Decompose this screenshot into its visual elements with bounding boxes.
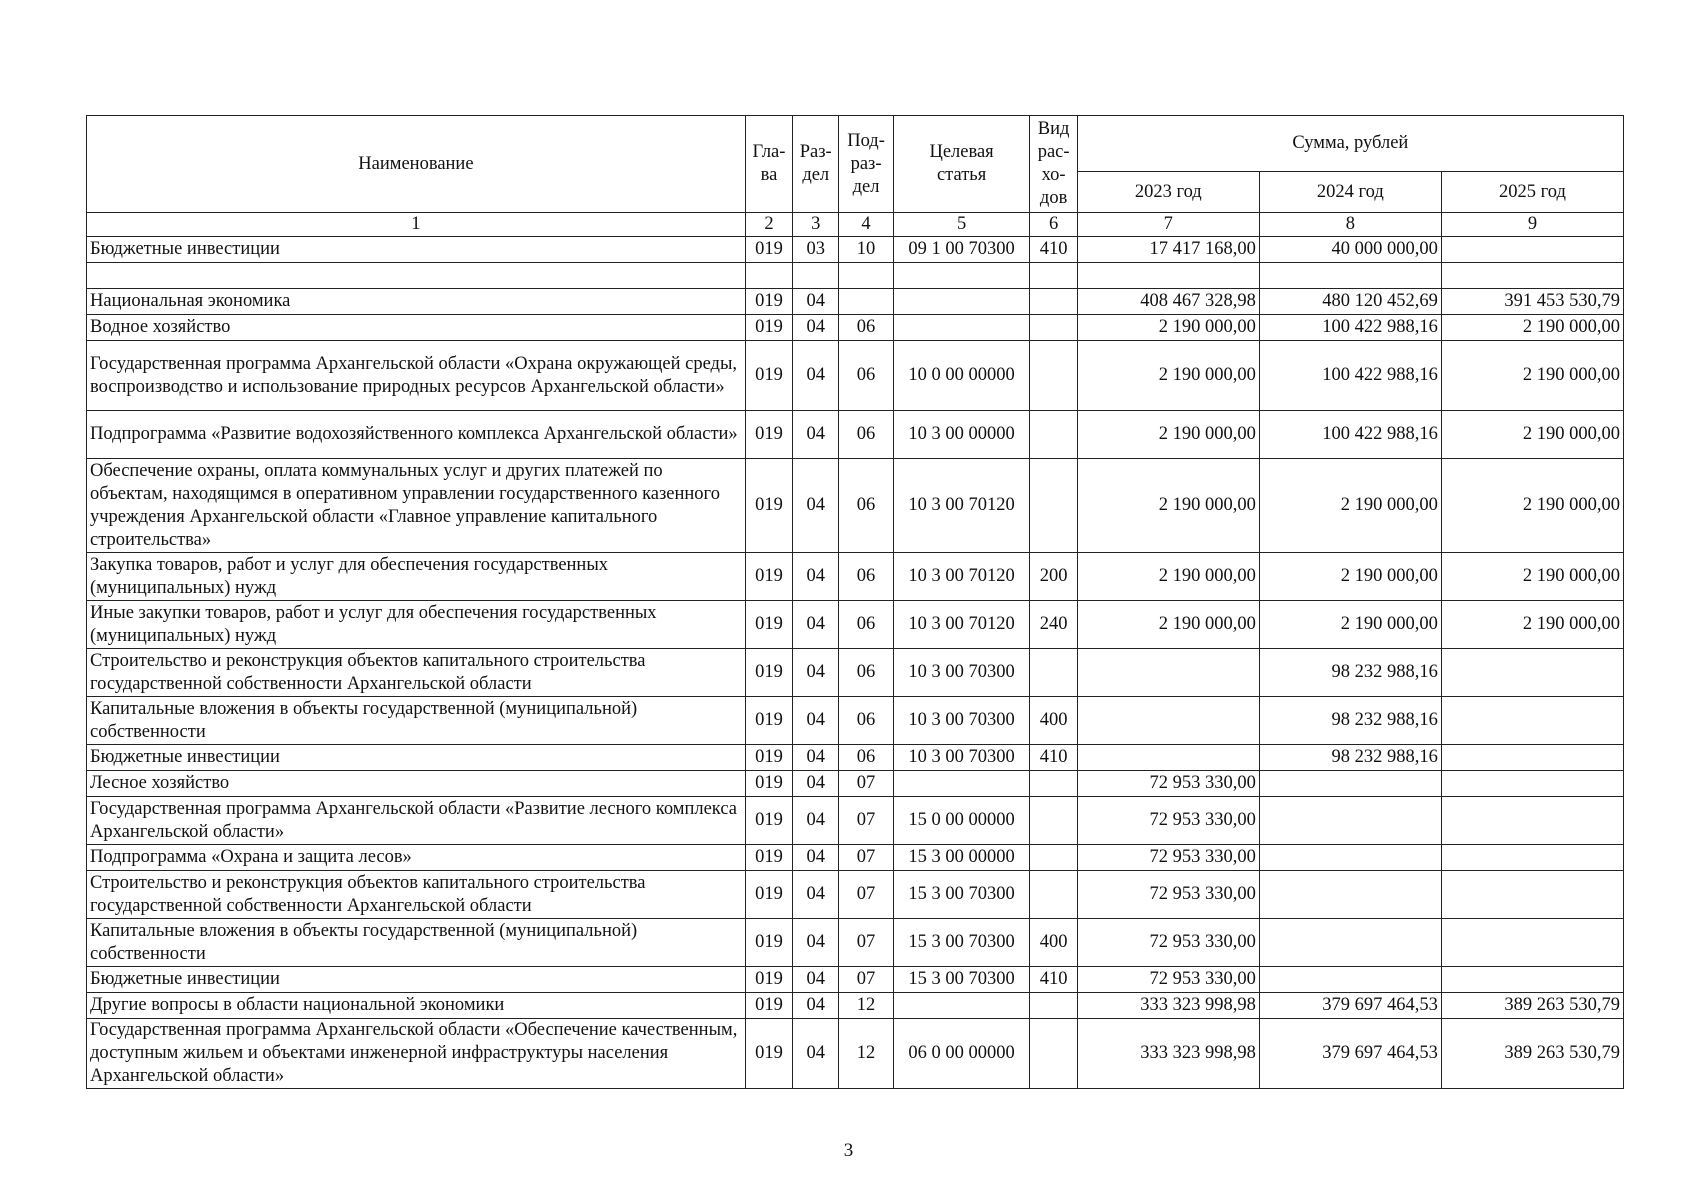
row-sum-2024: 379 697 464,53 xyxy=(1259,993,1441,1019)
row-section: 04 xyxy=(793,601,839,649)
row-subsection: 07 xyxy=(839,771,893,797)
row-sum-2025 xyxy=(1441,697,1623,745)
row-name: Государственная программа Архангельской области «Охрана окружающей среды, воспроизводство и использование природных ресурсов Архангельской области» xyxy=(87,341,746,411)
row-chapter: 019 xyxy=(745,745,792,771)
row-section: 04 xyxy=(793,1019,839,1089)
column-number: 7 xyxy=(1077,213,1259,237)
row-target-article: 15 3 00 00000 xyxy=(893,845,1030,871)
header-year-2023: 2023 год xyxy=(1077,172,1259,213)
row-target-article: 09 1 00 70300 xyxy=(893,237,1030,263)
row-chapter: 019 xyxy=(745,601,792,649)
row-section: 04 xyxy=(793,919,839,967)
table-row xyxy=(87,289,1624,315)
table-row xyxy=(87,553,1624,601)
row-name: Капитальные вложения в объекты государственной (муниципальной) собственности xyxy=(87,919,746,967)
row-section: 04 xyxy=(793,993,839,1019)
row-section: 04 xyxy=(793,797,839,845)
row-target-article: 15 3 00 70300 xyxy=(893,871,1030,919)
row-target-article: 10 3 00 70120 xyxy=(893,459,1030,553)
row-subsection: 07 xyxy=(839,845,893,871)
row-sum-2024 xyxy=(1259,871,1441,919)
row-name: Подпрограмма «Охрана и защита лесов» xyxy=(87,845,746,871)
row-chapter: 019 xyxy=(745,1019,792,1089)
row-subsection: 12 xyxy=(839,993,893,1019)
row-section: 04 xyxy=(793,411,839,459)
row-sum-2025 xyxy=(1441,845,1623,871)
row-sum-2024: 100 422 988,16 xyxy=(1259,341,1441,411)
row-subsection: 06 xyxy=(839,553,893,601)
row-expense-type xyxy=(1030,993,1077,1019)
table-row xyxy=(87,871,1624,919)
row-subsection xyxy=(839,263,893,289)
row-sum-2025: 2 190 000,00 xyxy=(1441,601,1623,649)
row-section: 04 xyxy=(793,289,839,315)
row-sum-2024: 100 422 988,16 xyxy=(1259,411,1441,459)
header-year-2025: 2025 год xyxy=(1441,172,1623,213)
table-row xyxy=(87,771,1624,797)
row-name: Другие вопросы в области национальной экономики xyxy=(87,993,746,1019)
row-sum-2023: 408 467 328,98 xyxy=(1077,289,1259,315)
row-subsection: 06 xyxy=(839,745,893,771)
table-row xyxy=(87,845,1624,871)
row-chapter: 019 xyxy=(745,289,792,315)
row-section: 04 xyxy=(793,871,839,919)
row-sum-2024: 98 232 988,16 xyxy=(1259,649,1441,697)
row-sum-2024 xyxy=(1259,845,1441,871)
row-chapter: 019 xyxy=(745,771,792,797)
row-chapter: 019 xyxy=(745,967,792,993)
row-subsection: 06 xyxy=(839,649,893,697)
header-row-1 xyxy=(87,116,1624,172)
row-sum-2025: 2 190 000,00 xyxy=(1441,411,1623,459)
row-name: Бюджетные инвестиции xyxy=(87,967,746,993)
row-expense-type: 400 xyxy=(1030,697,1077,745)
column-number: 3 xyxy=(793,213,839,237)
column-number: 6 xyxy=(1030,213,1077,237)
table-row xyxy=(87,967,1624,993)
row-subsection: 07 xyxy=(839,871,893,919)
table-row xyxy=(87,797,1624,845)
row-sum-2023: 2 190 000,00 xyxy=(1077,315,1259,341)
row-expense-type: 240 xyxy=(1030,601,1077,649)
header-section: Раз- дел xyxy=(793,116,839,213)
row-name: Национальная экономика xyxy=(87,289,746,315)
row-sum-2025 xyxy=(1441,967,1623,993)
column-number-row xyxy=(87,213,1624,237)
table-row xyxy=(87,315,1624,341)
row-expense-type xyxy=(1030,289,1077,315)
row-section: 04 xyxy=(793,697,839,745)
row-name: Подпрограмма «Развитие водохозяйственного комплекса Архангельской области» xyxy=(87,411,746,459)
row-chapter: 019 xyxy=(745,919,792,967)
row-subsection xyxy=(839,289,893,315)
row-sum-2023 xyxy=(1077,745,1259,771)
row-target-article: 10 3 00 70300 xyxy=(893,649,1030,697)
row-target-article: 10 3 00 70300 xyxy=(893,697,1030,745)
row-chapter: 019 xyxy=(745,697,792,745)
row-chapter: 019 xyxy=(745,845,792,871)
row-sum-2025: 389 263 530,79 xyxy=(1441,993,1623,1019)
column-number: 1 xyxy=(87,213,746,237)
row-sum-2025: 2 190 000,00 xyxy=(1441,315,1623,341)
row-name: Обеспечение охраны, оплата коммунальных услуг и других платежей по объектам, находящимся в оперативном управлении государственного казенного учреждения Архангельской области «Главное управление капитального строительства» xyxy=(87,459,746,553)
table-row xyxy=(87,697,1624,745)
row-expense-type xyxy=(1030,341,1077,411)
row-name: Строительство и реконструкция объектов капитального строительства государственной собственности Архангельской области xyxy=(87,871,746,919)
row-expense-type: 200 xyxy=(1030,553,1077,601)
page-number: 3 xyxy=(843,1140,854,1161)
table-row xyxy=(87,993,1624,1019)
table-row xyxy=(87,237,1624,263)
column-number: 9 xyxy=(1441,213,1623,237)
row-sum-2024: 2 190 000,00 xyxy=(1259,553,1441,601)
row-target-article: 15 3 00 70300 xyxy=(893,919,1030,967)
row-sum-2024: 2 190 000,00 xyxy=(1259,459,1441,553)
row-chapter: 019 xyxy=(745,315,792,341)
row-expense-type xyxy=(1030,459,1077,553)
row-subsection: 07 xyxy=(839,967,893,993)
row-subsection: 12 xyxy=(839,1019,893,1089)
row-expense-type xyxy=(1030,771,1077,797)
row-sum-2025: 2 190 000,00 xyxy=(1441,459,1623,553)
row-subsection: 06 xyxy=(839,315,893,341)
header-year-2024: 2024 год xyxy=(1259,172,1441,213)
row-sum-2024: 379 697 464,53 xyxy=(1259,1019,1441,1089)
table-row xyxy=(87,263,1624,289)
row-name: Капитальные вложения в объекты государственной (муниципальной) собственности xyxy=(87,697,746,745)
header-expense-type: Вид рас- хо- дов xyxy=(1030,116,1077,213)
row-sum-2025: 2 190 000,00 xyxy=(1441,553,1623,601)
row-sum-2023: 2 190 000,00 xyxy=(1077,459,1259,553)
row-expense-type: 410 xyxy=(1030,745,1077,771)
row-subsection: 06 xyxy=(839,697,893,745)
row-section: 03 xyxy=(793,237,839,263)
row-expense-type xyxy=(1030,845,1077,871)
row-subsection: 07 xyxy=(839,797,893,845)
row-sum-2023 xyxy=(1077,263,1259,289)
row-sum-2023: 2 190 000,00 xyxy=(1077,411,1259,459)
row-subsection: 10 xyxy=(839,237,893,263)
row-section: 04 xyxy=(793,553,839,601)
row-expense-type: 400 xyxy=(1030,919,1077,967)
row-sum-2025: 389 263 530,79 xyxy=(1441,1019,1623,1089)
row-sum-2024: 98 232 988,16 xyxy=(1259,745,1441,771)
row-expense-type xyxy=(1030,871,1077,919)
row-sum-2025: 391 453 530,79 xyxy=(1441,289,1623,315)
row-target-article: 10 3 00 00000 xyxy=(893,411,1030,459)
row-expense-type xyxy=(1030,797,1077,845)
row-sum-2025 xyxy=(1441,871,1623,919)
row-sum-2025: 2 190 000,00 xyxy=(1441,341,1623,411)
row-name: Лесное хозяйство xyxy=(87,771,746,797)
row-sum-2023: 333 323 998,98 xyxy=(1077,993,1259,1019)
row-section: 04 xyxy=(793,845,839,871)
row-sum-2023: 72 953 330,00 xyxy=(1077,967,1259,993)
row-sum-2025 xyxy=(1441,771,1623,797)
header-chapter: Гла- ва xyxy=(745,116,792,213)
row-sum-2024: 40 000 000,00 xyxy=(1259,237,1441,263)
row-section: 04 xyxy=(793,771,839,797)
row-sum-2025 xyxy=(1441,649,1623,697)
row-section: 04 xyxy=(793,459,839,553)
row-subsection: 06 xyxy=(839,411,893,459)
row-section: 04 xyxy=(793,649,839,697)
row-sum-2024 xyxy=(1259,797,1441,845)
table-row xyxy=(87,601,1624,649)
row-expense-type xyxy=(1030,1019,1077,1089)
budget-table xyxy=(86,115,1624,1089)
row-expense-type xyxy=(1030,649,1077,697)
row-section: 04 xyxy=(793,967,839,993)
header-name: Наименование xyxy=(87,116,746,213)
row-sum-2024: 2 190 000,00 xyxy=(1259,601,1441,649)
row-sum-2024 xyxy=(1259,967,1441,993)
table-row xyxy=(87,745,1624,771)
row-target-article xyxy=(893,771,1030,797)
table-row xyxy=(87,1019,1624,1089)
row-name: Водное хозяйство xyxy=(87,315,746,341)
row-target-article: 15 0 00 00000 xyxy=(893,797,1030,845)
row-chapter: 019 xyxy=(745,797,792,845)
row-chapter: 019 xyxy=(745,553,792,601)
row-sum-2023: 72 953 330,00 xyxy=(1077,771,1259,797)
row-expense-type: 410 xyxy=(1030,237,1077,263)
row-target-article: 06 0 00 00000 xyxy=(893,1019,1030,1089)
row-chapter: 019 xyxy=(745,237,792,263)
row-name: Государственная программа Архангельской области «Развитие лесного комплекса Архангельской области» xyxy=(87,797,746,845)
row-name: Закупка товаров, работ и услуг для обеспечения государственных (муниципальных) нужд xyxy=(87,553,746,601)
table-row xyxy=(87,459,1624,553)
row-expense-type xyxy=(1030,411,1077,459)
column-number: 4 xyxy=(839,213,893,237)
row-expense-type xyxy=(1030,263,1077,289)
row-chapter xyxy=(745,263,792,289)
row-sum-2024 xyxy=(1259,263,1441,289)
table-row xyxy=(87,411,1624,459)
header-subsection: Под- раз- дел xyxy=(839,116,893,213)
row-subsection: 06 xyxy=(839,341,893,411)
row-sum-2024: 98 232 988,16 xyxy=(1259,697,1441,745)
row-target-article xyxy=(893,993,1030,1019)
row-sum-2023: 17 417 168,00 xyxy=(1077,237,1259,263)
row-sum-2025 xyxy=(1441,745,1623,771)
row-chapter: 019 xyxy=(745,341,792,411)
row-sum-2023 xyxy=(1077,649,1259,697)
row-sum-2023: 333 323 998,98 xyxy=(1077,1019,1259,1089)
row-name xyxy=(87,263,746,289)
row-sum-2025 xyxy=(1441,919,1623,967)
row-target-article: 10 3 00 70300 xyxy=(893,745,1030,771)
row-sum-2025 xyxy=(1441,237,1623,263)
row-sum-2024 xyxy=(1259,919,1441,967)
row-name: Строительство и реконструкция объектов капитального строительства государственной собственности Архангельской области xyxy=(87,649,746,697)
row-sum-2025 xyxy=(1441,263,1623,289)
row-sum-2023: 72 953 330,00 xyxy=(1077,919,1259,967)
table-row xyxy=(87,341,1624,411)
table-header xyxy=(87,116,1624,237)
row-expense-type xyxy=(1030,315,1077,341)
row-sum-2023: 2 190 000,00 xyxy=(1077,341,1259,411)
row-section xyxy=(793,263,839,289)
row-chapter: 019 xyxy=(745,459,792,553)
header-target-article: Целевая статья xyxy=(893,116,1030,213)
row-sum-2024 xyxy=(1259,771,1441,797)
row-chapter: 019 xyxy=(745,993,792,1019)
row-expense-type: 410 xyxy=(1030,967,1077,993)
row-name: Бюджетные инвестиции xyxy=(87,745,746,771)
row-target-article: 15 3 00 70300 xyxy=(893,967,1030,993)
row-chapter: 019 xyxy=(745,411,792,459)
row-section: 04 xyxy=(793,341,839,411)
row-sum-2023: 72 953 330,00 xyxy=(1077,871,1259,919)
row-sum-2023: 2 190 000,00 xyxy=(1077,553,1259,601)
row-subsection: 07 xyxy=(839,919,893,967)
column-number: 5 xyxy=(893,213,1030,237)
row-sum-2023 xyxy=(1077,697,1259,745)
row-target-article xyxy=(893,263,1030,289)
table-body xyxy=(87,237,1624,1089)
header-sum: Сумма, рублей xyxy=(1077,116,1623,172)
row-chapter: 019 xyxy=(745,871,792,919)
row-sum-2024: 480 120 452,69 xyxy=(1259,289,1441,315)
row-name: Государственная программа Архангельской области «Обеспечение качественным, доступным жильем и объектами инженерной инфраструктуры населения Архангельской области» xyxy=(87,1019,746,1089)
row-section: 04 xyxy=(793,315,839,341)
row-sum-2023: 2 190 000,00 xyxy=(1077,601,1259,649)
row-sum-2023: 72 953 330,00 xyxy=(1077,797,1259,845)
row-sum-2024: 100 422 988,16 xyxy=(1259,315,1441,341)
row-sum-2025 xyxy=(1441,797,1623,845)
row-name: Бюджетные инвестиции xyxy=(87,237,746,263)
row-subsection: 06 xyxy=(839,601,893,649)
row-target-article: 10 3 00 70120 xyxy=(893,601,1030,649)
row-subsection: 06 xyxy=(839,459,893,553)
column-number: 8 xyxy=(1259,213,1441,237)
row-target-article xyxy=(893,289,1030,315)
column-number: 2 xyxy=(745,213,792,237)
row-name: Иные закупки товаров, работ и услуг для обеспечения государственных (муниципальных) нужд xyxy=(87,601,746,649)
row-target-article: 10 3 00 70120 xyxy=(893,553,1030,601)
row-section: 04 xyxy=(793,745,839,771)
row-sum-2023: 72 953 330,00 xyxy=(1077,845,1259,871)
row-target-article xyxy=(893,315,1030,341)
row-target-article: 10 0 00 00000 xyxy=(893,341,1030,411)
document-page xyxy=(86,115,1624,1089)
table-row xyxy=(87,919,1624,967)
table-row xyxy=(87,649,1624,697)
row-chapter: 019 xyxy=(745,649,792,697)
